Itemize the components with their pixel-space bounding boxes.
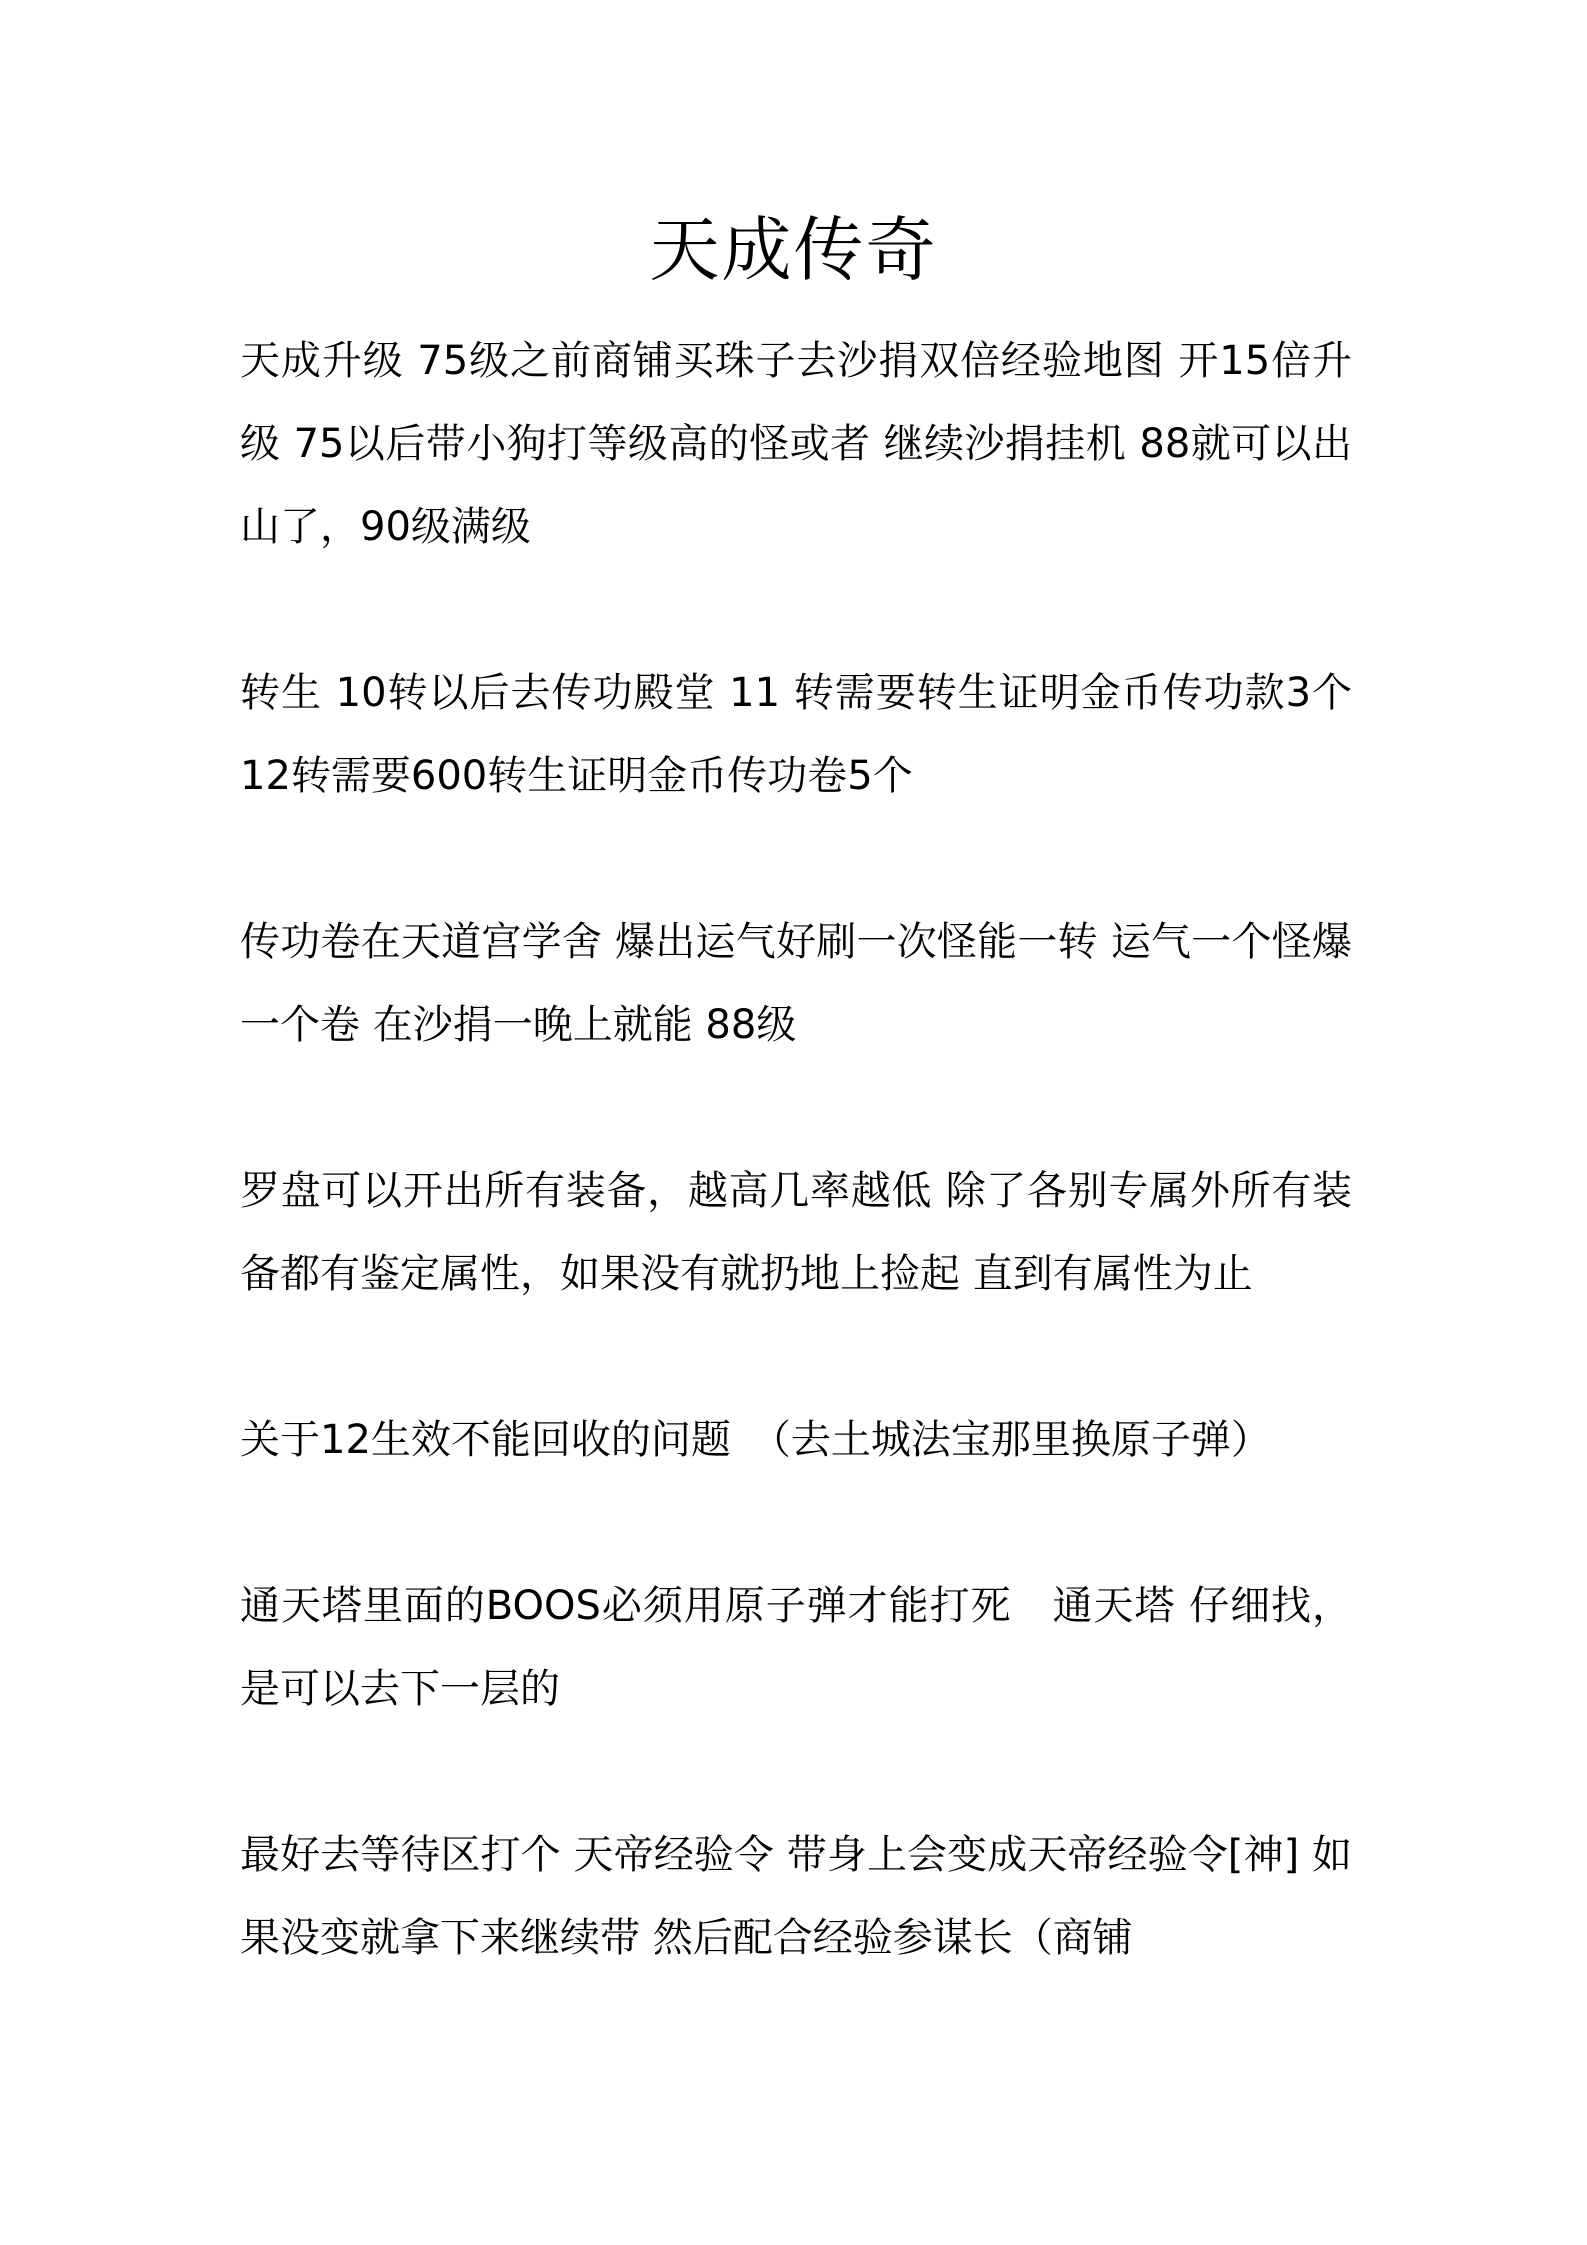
paragraph-exp-token: 最好去等待区打个 天帝经验令 带身上会变成天帝经验令[神] 如果没变就拿下来继续带 然后配合经验参谋长（商铺 bbox=[240, 1832, 1352, 1961]
paragraph-rebirth: 转生 10转以后去传功殿堂 11 转需要转生证明金币传功款3个 12转需要600转生证明金币传功卷5个 bbox=[240, 670, 1365, 799]
paragraph-recycle: 关于12生效不能回收的问题 （去土城法宝那里换原子弹） bbox=[240, 1417, 1271, 1463]
paragraph-scroll-drop: 传功卷在天道宫学舍 爆出运气好刷一次怪能一转 运气一个怪爆一个卷 在沙捐一晚上就能 88级 bbox=[240, 919, 1352, 1048]
document-body bbox=[240, 320, 1365, 2063]
paragraph-tower: 通天塔里面的BOOS必须用原子弹才能打死 通天塔 仔细找，是可以去下一层的 bbox=[240, 1583, 1352, 1712]
document-title: 天成传奇 bbox=[649, 209, 938, 291]
paragraph-leveling: 天成升级 75级之前商铺买珠子去沙捐双倍经验地图 开15倍升级 75以后带小狗打等级高的怪或者 继续沙捐挂机 88就可以出山了，90级满级 bbox=[240, 338, 1352, 550]
paragraph-compass: 罗盘可以开出所有装备，越高几率越低 除了各别专属外所有装备都有鉴定属性，如果没有就扔地上捡起 直到有属性为止 bbox=[240, 1168, 1352, 1297]
